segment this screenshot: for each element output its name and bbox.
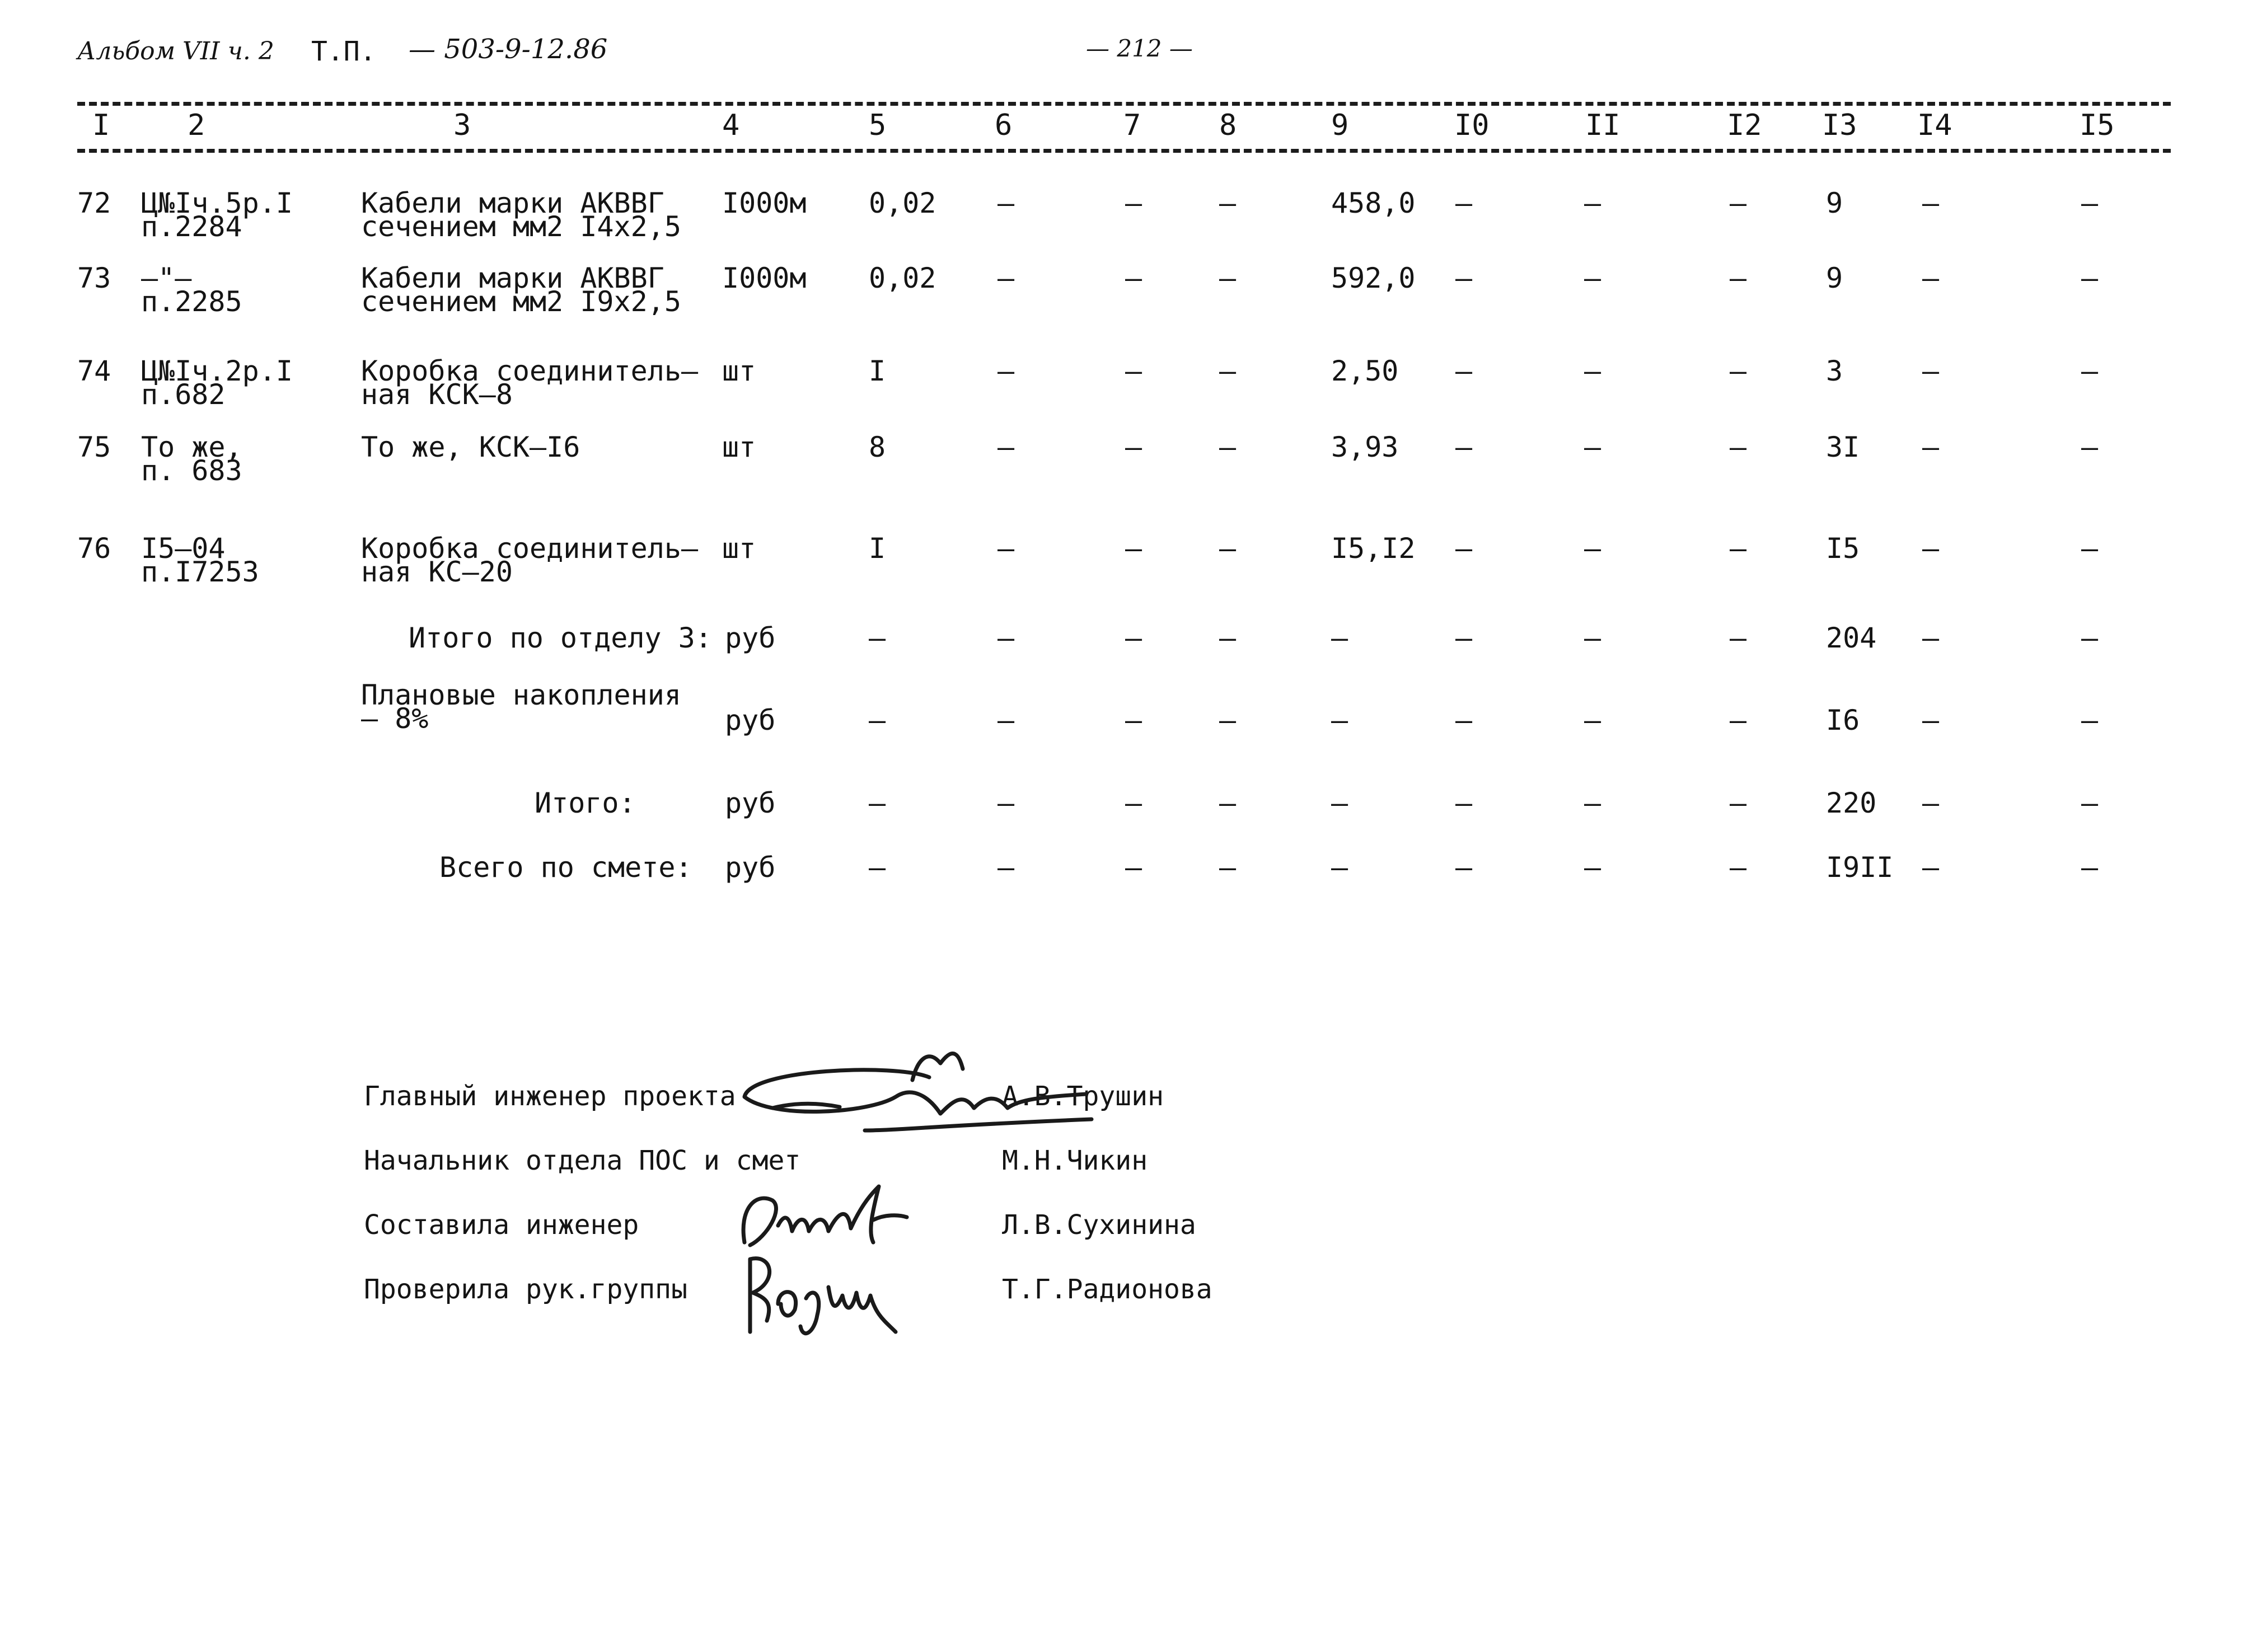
row-cell-c6: – xyxy=(997,187,1015,219)
row-cell-c10: – xyxy=(1455,532,1473,565)
total-cell-c8: – xyxy=(1219,704,1237,736)
row-cell-c8: – xyxy=(1219,431,1237,463)
row-code: –"– xyxy=(141,262,192,294)
row-cell-c5: I xyxy=(869,532,886,565)
total-cell-c8: – xyxy=(1219,787,1237,819)
row-unit: I000м xyxy=(722,262,807,294)
total-cell-c15: – xyxy=(2081,787,2099,819)
row-cell-c5: 8 xyxy=(869,431,886,463)
row-cell-c12: – xyxy=(1730,187,1747,219)
column-number: II xyxy=(1585,109,1621,142)
row-cell-c13: 9 xyxy=(1826,262,1843,294)
total-label-cont: – 8% xyxy=(361,702,429,735)
row-name: Кабели марки АКВВГ xyxy=(361,262,664,294)
row-cell-c8: – xyxy=(1219,355,1237,387)
row-cell-c8: – xyxy=(1219,262,1237,294)
row-cell-c10: – xyxy=(1455,355,1473,387)
row-cell-c9: 2,50 xyxy=(1331,355,1399,387)
row-cell-c12: – xyxy=(1730,262,1747,294)
total-cell-c11: – xyxy=(1584,787,1601,819)
row-cell-c12: – xyxy=(1730,431,1747,463)
column-number: I2 xyxy=(1727,109,1762,142)
total-unit: руб xyxy=(725,622,776,654)
row-cell-c13: 3I xyxy=(1826,431,1860,463)
row-code: Ц№Iч.2р.I xyxy=(141,355,293,387)
doc-number: — 503-9-12.86 xyxy=(409,34,608,65)
total-cell-c15: – xyxy=(2081,851,2099,884)
column-number: I xyxy=(92,109,110,142)
row-name: То же, КСК–I6 xyxy=(361,431,580,463)
header-rule-bottom xyxy=(77,149,2171,153)
total-cell-c10: – xyxy=(1455,622,1473,654)
total-cell-c6: – xyxy=(997,622,1015,654)
row-cell-c5: 0,02 xyxy=(869,187,936,219)
album-label: Альбом xyxy=(77,37,176,65)
total-cell-c11: – xyxy=(1584,704,1601,736)
total-cell-c7: – xyxy=(1125,704,1142,736)
total-cell-c12: – xyxy=(1730,851,1747,884)
total-cell-c12: – xyxy=(1730,787,1747,819)
signature-radionova xyxy=(733,1248,912,1349)
row-cell-c11: – xyxy=(1584,355,1601,387)
total-cell-c9: – xyxy=(1331,851,1348,884)
row-name: Коробка соединитель– xyxy=(361,532,699,565)
row-cell-c5: 0,02 xyxy=(869,262,936,294)
row-number: 73 xyxy=(77,262,111,294)
column-number: 9 xyxy=(1331,109,1349,142)
column-number: 4 xyxy=(722,109,740,142)
total-cell-c13: I6 xyxy=(1826,704,1860,736)
row-cell-c15: – xyxy=(2081,532,2099,565)
total-cell-c5: – xyxy=(869,704,886,736)
row-code-item: п.2285 xyxy=(141,285,242,318)
signature-role: Проверила рук.группы xyxy=(364,1274,687,1305)
total-label: Всего по смете: xyxy=(439,851,692,884)
total-cell-c10: – xyxy=(1455,704,1473,736)
row-cell-c9: 3,93 xyxy=(1331,431,1399,463)
total-cell-c7: – xyxy=(1125,787,1142,819)
total-cell-c8: – xyxy=(1219,851,1237,884)
row-cell-c12: – xyxy=(1730,355,1747,387)
row-unit: шт xyxy=(722,431,756,463)
signature-sukhinina xyxy=(733,1175,918,1259)
row-cell-c7: – xyxy=(1125,355,1142,387)
total-cell-c8: – xyxy=(1219,622,1237,654)
row-cell-c9: 592,0 xyxy=(1331,262,1416,294)
total-cell-c6: – xyxy=(997,851,1015,884)
row-cell-c14: – xyxy=(1922,262,1940,294)
row-cell-c12: – xyxy=(1730,532,1747,565)
signature-name: А.В.Трушин xyxy=(1002,1081,1164,1112)
total-cell-c9: – xyxy=(1331,622,1348,654)
column-number: 5 xyxy=(869,109,887,142)
row-cell-c15: – xyxy=(2081,355,2099,387)
total-cell-c6: – xyxy=(997,787,1015,819)
row-name: Коробка соединитель– xyxy=(361,355,699,387)
column-number: 6 xyxy=(995,109,1013,142)
column-number: 7 xyxy=(1123,109,1141,142)
column-number: 3 xyxy=(453,109,471,142)
row-cell-c9: 458,0 xyxy=(1331,187,1416,219)
row-cell-c9: I5,I2 xyxy=(1331,532,1416,565)
row-cell-c10: – xyxy=(1455,431,1473,463)
signature-role: Составила инженер xyxy=(364,1209,639,1241)
row-cell-c6: – xyxy=(997,262,1015,294)
total-label: Итого по отделу 3: xyxy=(409,622,712,654)
total-cell-c10: – xyxy=(1455,787,1473,819)
header-rule-top xyxy=(77,102,2171,106)
row-cell-c14: – xyxy=(1922,532,1940,565)
total-cell-c14: – xyxy=(1922,622,1940,654)
total-cell-c15: – xyxy=(2081,622,2099,654)
total-label: Плановые накопления xyxy=(361,679,681,711)
row-cell-c8: – xyxy=(1219,532,1237,565)
row-name-cont: ная КСК–8 xyxy=(361,378,513,411)
row-cell-c11: – xyxy=(1584,187,1601,219)
row-cell-c15: – xyxy=(2081,431,2099,463)
row-cell-c11: – xyxy=(1584,532,1601,565)
total-cell-c9: – xyxy=(1331,704,1348,736)
row-cell-c14: – xyxy=(1922,355,1940,387)
row-cell-c13: 9 xyxy=(1826,187,1843,219)
row-cell-c7: – xyxy=(1125,262,1142,294)
total-cell-c13: 220 xyxy=(1826,787,1877,819)
total-cell-c7: – xyxy=(1125,622,1142,654)
signature-role: Начальник отдела ПОС и смет xyxy=(364,1145,801,1176)
column-number: 8 xyxy=(1219,109,1237,142)
row-cell-c11: – xyxy=(1584,431,1601,463)
row-cell-c15: – xyxy=(2081,262,2099,294)
signature-role: Главный инженер проекта xyxy=(364,1081,736,1112)
signature-name: М.Н.Чикин xyxy=(1002,1145,1148,1176)
row-cell-c10: – xyxy=(1455,187,1473,219)
row-code: I5–04 xyxy=(141,532,226,565)
row-name-cont: сечением мм2 I4х2,5 xyxy=(361,210,681,243)
row-cell-c5: I xyxy=(869,355,886,387)
total-cell-c10: – xyxy=(1455,851,1473,884)
total-label: Итого: xyxy=(535,787,636,819)
row-name-cont: сечением мм2 I9х2,5 xyxy=(361,285,681,318)
row-cell-c6: – xyxy=(997,431,1015,463)
total-cell-c7: – xyxy=(1125,851,1142,884)
row-code-item: п.2284 xyxy=(141,210,242,243)
row-cell-c13: 3 xyxy=(1826,355,1843,387)
total-cell-c6: – xyxy=(997,704,1015,736)
row-unit: I000м xyxy=(722,187,807,219)
row-cell-c8: – xyxy=(1219,187,1237,219)
total-cell-c13: I9II xyxy=(1826,851,1894,884)
row-code-item: п.I7253 xyxy=(141,556,259,588)
total-cell-c13: 204 xyxy=(1826,622,1877,654)
row-cell-c14: – xyxy=(1922,187,1940,219)
row-code-item: п.682 xyxy=(141,378,226,411)
total-unit: руб xyxy=(725,851,776,884)
total-unit: руб xyxy=(725,704,776,736)
total-cell-c12: – xyxy=(1730,622,1747,654)
signature-trushin-chikin xyxy=(728,1046,1120,1164)
row-number: 72 xyxy=(77,187,111,219)
total-cell-c5: – xyxy=(869,622,886,654)
row-cell-c14: – xyxy=(1922,431,1940,463)
row-cell-c11: – xyxy=(1584,262,1601,294)
column-number: I4 xyxy=(1917,109,1952,142)
row-cell-c7: – xyxy=(1125,532,1142,565)
row-unit: шт xyxy=(722,532,756,565)
total-cell-c14: – xyxy=(1922,787,1940,819)
total-cell-c9: – xyxy=(1331,787,1348,819)
row-name-cont: ная КС–20 xyxy=(361,556,513,588)
row-cell-c13: I5 xyxy=(1826,532,1860,565)
column-number: I3 xyxy=(1822,109,1857,142)
row-name: Кабели марки АКВВГ xyxy=(361,187,664,219)
total-cell-c11: – xyxy=(1584,622,1601,654)
row-code-item: п. 683 xyxy=(141,454,242,487)
tp-label: Т.П. xyxy=(311,36,376,67)
total-cell-c14: – xyxy=(1922,851,1940,884)
total-unit: руб xyxy=(725,787,776,819)
row-number: 75 xyxy=(77,431,111,463)
row-code: То же, xyxy=(141,431,242,463)
album-part: VII ч. 2 xyxy=(182,37,274,65)
page-number: — 212 — xyxy=(1086,35,1193,62)
total-cell-c15: – xyxy=(2081,704,2099,736)
column-number: 2 xyxy=(188,109,205,142)
signature-name: Л.В.Сухинина xyxy=(1002,1209,1196,1241)
row-cell-c7: – xyxy=(1125,431,1142,463)
row-cell-c6: – xyxy=(997,532,1015,565)
total-cell-c11: – xyxy=(1584,851,1601,884)
total-cell-c14: – xyxy=(1922,704,1940,736)
row-number: 74 xyxy=(77,355,111,387)
total-cell-c12: – xyxy=(1730,704,1747,736)
signature-name: Т.Г.Радионова xyxy=(1002,1274,1212,1305)
row-code: Ц№Iч.5р.I xyxy=(141,187,293,219)
total-cell-c5: – xyxy=(869,851,886,884)
row-number: 76 xyxy=(77,532,111,565)
column-number: I5 xyxy=(2080,109,2115,142)
column-number: I0 xyxy=(1454,109,1490,142)
row-cell-c15: – xyxy=(2081,187,2099,219)
row-cell-c7: – xyxy=(1125,187,1142,219)
row-cell-c6: – xyxy=(997,355,1015,387)
row-cell-c10: – xyxy=(1455,262,1473,294)
total-cell-c5: – xyxy=(869,787,886,819)
row-unit: шт xyxy=(722,355,756,387)
